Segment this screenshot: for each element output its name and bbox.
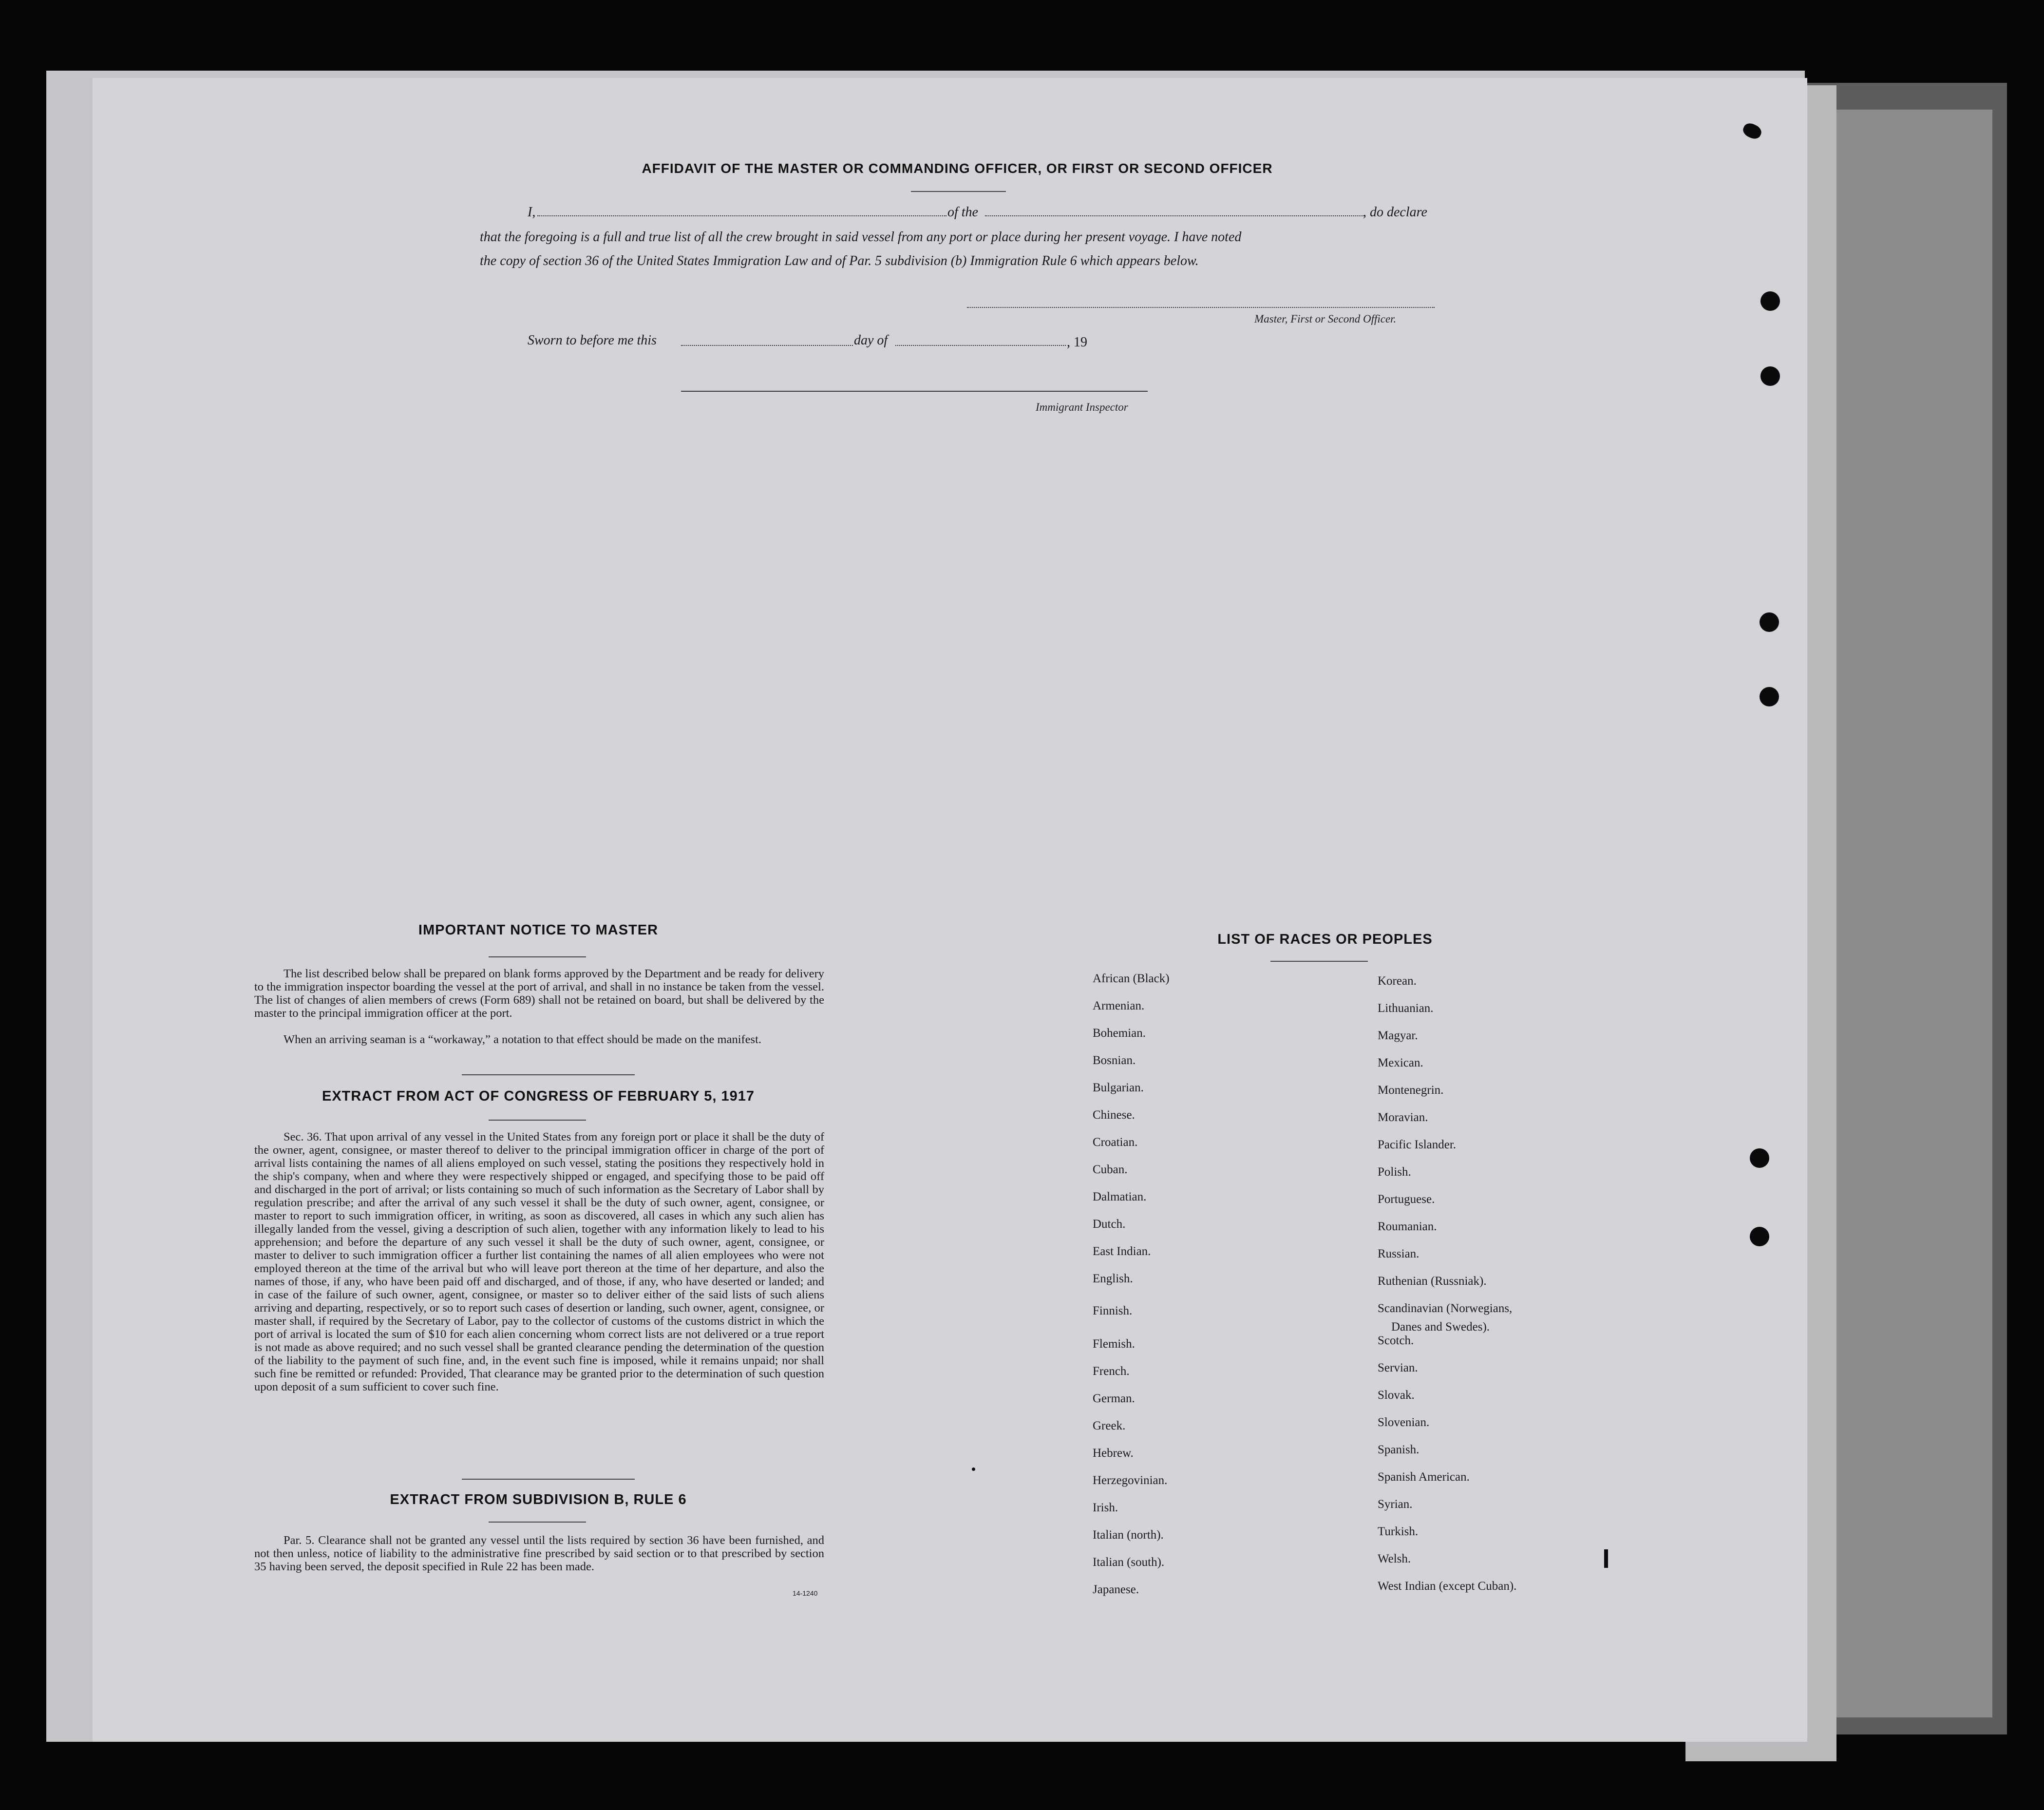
- extract-rule-paragraph: [254, 1534, 824, 1573]
- punch-hole: [1760, 366, 1780, 386]
- race-item: Cuban.: [1093, 1163, 1128, 1176]
- extract-rule-title: EXTRACT FROM SUBDIVISION B, RULE 6: [390, 1492, 687, 1507]
- race-item: Danes and Swedes).: [1391, 1320, 1490, 1334]
- affidavit-title: AFFIDAVIT OF THE MASTER OR COMMANDING OFFICER, OR FIRST OR SECOND OFFICER: [642, 161, 1273, 176]
- race-item: Lithuanian.: [1378, 1002, 1434, 1015]
- notice-title: IMPORTANT NOTICE TO MASTER: [418, 922, 659, 938]
- race-item: East Indian.: [1093, 1245, 1151, 1258]
- punch-hole: [1760, 612, 1779, 632]
- race-item: Scotch.: [1378, 1334, 1414, 1347]
- affidavit-line1-suffix: , do declare: [1363, 205, 1427, 220]
- race-item: Scandinavian (Norwegians,: [1378, 1302, 1513, 1315]
- extract-act-title: EXTRACT FROM ACT OF CONGRESS OF FEBRUARY 5, 1917: [322, 1088, 755, 1104]
- race-item: Japanese.: [1093, 1583, 1139, 1596]
- paper-tear-mark: [1604, 1549, 1608, 1568]
- extract-rule-text: Par. 5. Clearance shall not be granted any vessel until the lists required by section 36 have been furnished, and not then unless, notice of liability to the administrative fine prescribed by said section or to that prescribed by section 35 having been served, the deposit specified in Rule 22 has been made.: [254, 1534, 824, 1573]
- race-item: Mexican.: [1378, 1056, 1423, 1069]
- race-item: Polish.: [1378, 1165, 1411, 1179]
- notice-text-2: When an arriving seaman is a “workaway,” a notation to that effect should be made on the manifest.: [284, 1033, 762, 1046]
- race-item: English.: [1093, 1272, 1133, 1285]
- race-item: Bulgarian.: [1093, 1081, 1144, 1094]
- race-item: Flemish.: [1093, 1337, 1135, 1351]
- race-item: Finnish.: [1093, 1304, 1133, 1317]
- section-rule: [462, 1074, 635, 1075]
- race-item: Greek.: [1093, 1419, 1126, 1432]
- extract-act-rule: [489, 1120, 586, 1121]
- race-item: Montenegrin.: [1378, 1084, 1444, 1097]
- race-item: Italian (south).: [1093, 1556, 1165, 1569]
- sworn-prefix: Sworn to before me this: [528, 333, 657, 348]
- race-item: West Indian (except Cuban).: [1378, 1580, 1517, 1593]
- sworn-day-line: [681, 345, 853, 346]
- race-item: Moravian.: [1378, 1111, 1428, 1124]
- extract-rule-rule: [489, 1522, 586, 1523]
- name-blank-line: [537, 215, 946, 216]
- race-item: Italian (north).: [1093, 1528, 1164, 1542]
- section-rule: [462, 1479, 635, 1480]
- race-item: Turkish.: [1378, 1525, 1419, 1538]
- notice-paragraph-1: [254, 967, 824, 1020]
- races-title: LIST OF RACES OR PEOPLES: [1217, 932, 1433, 947]
- officer-signature-line: [967, 307, 1435, 308]
- race-item: Roumanian.: [1378, 1220, 1437, 1233]
- race-item: Slovak.: [1378, 1389, 1415, 1402]
- race-item: Armenian.: [1093, 999, 1145, 1012]
- race-item: Korean.: [1378, 974, 1417, 988]
- punch-hole: [1750, 1227, 1769, 1246]
- race-item: Slovenian.: [1378, 1416, 1430, 1429]
- notice-text-1: The list described below shall be prepared on blank forms approved by the Department and be ready for delivery to the immigration inspector boarding the vessel at the port of arrival, and shall in no instance be taken from the vessel. The list of changes of alien members of crews (Form 689) shall not be retained on board, but shall be delivered by the master to the principal immigration officer at the port.: [254, 967, 824, 1020]
- race-item: Spanish American.: [1378, 1470, 1470, 1484]
- race-item: Pacific Islander.: [1378, 1138, 1457, 1151]
- extract-act-text: Sec. 36. That upon arrival of any vessel in the United States from any foreign port or place it shall be the duty of the owner, agent, consignee, or master thereof to deliver to the principal immigration officer in charge of the port of arrival lists containing the names of all aliens employed on such vessel, stating the positions they respectively hold in the ship's company, when and where they were respectively shipped or engaged, and specifying those to be paid off and discharged in the port of arrival; or lists containing so much of such information as the Secretary of Labor shall by regulation prescribe; and after the arrival of any such vessel it shall be the duty of such owner, agent, consignee, or master to report to such immigration officer, in writing, as soon as discovered, all cases in which any such alien has illegally landed from the vessel, giving a description of such alien, together with any information likely to lead to his apprehension; and before the departure of any such vessel it shall be the duty of such owner, agent, consignee, or master to deliver to such immigration officer a further list containing the names of all alien employees who were not employed thereon at the time of the arrival but who will leave port thereon at the time of her departure, and also the names of those, if any, who have been paid off and discharged, and of those, if any, who have deserted or landed; and in case of the failure of such owner, agent, consignee, or master so to deliver either of the said lists of such aliens arriving and departing, respectively, or so to report such cases of desertion or landing, such owner, agent, consignee, or master shall, if required by the Secretary of Labor, pay to the collector of customs of the customs district in which the port of arrival is located the sum of $10 for each alien concerning whom correct lists are not delivered or a true report is not made as above required; and no such vessel shall be granted clearance pending the determination of the question of the liability to the payment of such fine, and, in the event such fine is imposed, while it remains unpaid; nor shall such fine be remitted or refunded: Provided, That clearance may be granted prior to the determination of such question upon deposit of a sum sufficient to cover such fine.: [254, 1130, 824, 1393]
- race-item: Russian.: [1378, 1247, 1419, 1260]
- vessel-blank-line: [985, 215, 1365, 216]
- races-rule: [1270, 961, 1368, 962]
- notice-rule: [489, 956, 586, 957]
- race-item: Chinese.: [1093, 1108, 1135, 1122]
- race-item: Hebrew.: [1093, 1447, 1134, 1460]
- race-item: Spanish.: [1378, 1443, 1419, 1456]
- form-number: 14-1240: [793, 1589, 818, 1597]
- title-rule: [911, 191, 1006, 192]
- officer-signature-label: Master, First or Second Officer.: [1254, 313, 1397, 325]
- race-item: Syrian.: [1378, 1498, 1413, 1511]
- inspector-signature-label: Immigrant Inspector: [1036, 401, 1128, 413]
- race-item: African (Black): [1093, 972, 1170, 985]
- race-item: Ruthenian (Russniak).: [1378, 1275, 1487, 1288]
- race-item: Magyar.: [1378, 1029, 1418, 1042]
- punch-hole: [1760, 291, 1780, 311]
- sworn-year: , 19: [1067, 335, 1087, 350]
- race-item: Dalmatian.: [1093, 1190, 1147, 1203]
- inspector-signature-line: [681, 391, 1148, 392]
- punch-hole: [1750, 1148, 1769, 1168]
- ink-speck: [972, 1467, 975, 1471]
- race-item: Bosnian.: [1093, 1054, 1136, 1067]
- affidavit-line2: that the foregoing is a full and true list of all the crew brought in said vessel from any port or place during her present voyage. I have noted: [480, 229, 1242, 245]
- affidavit-line1-prefix: I,: [528, 205, 536, 220]
- affidavit-line3: the copy of section 36 of the United States Immigration Law and of Par. 5 subdivision (b) Immigration Rule 6 which appears below.: [480, 253, 1199, 268]
- race-item: Irish.: [1093, 1501, 1118, 1514]
- notice-paragraph-2: [254, 1033, 824, 1046]
- extract-act-paragraph: [254, 1130, 824, 1393]
- race-item: French.: [1093, 1365, 1130, 1378]
- race-item: Servian.: [1378, 1361, 1418, 1374]
- sworn-month-line: [895, 345, 1066, 346]
- race-item: Dutch.: [1093, 1218, 1126, 1231]
- race-item: Bohemian.: [1093, 1027, 1146, 1040]
- race-item: Herzegovinian.: [1093, 1474, 1168, 1487]
- race-item: Welsh.: [1378, 1552, 1411, 1565]
- race-item: German.: [1093, 1392, 1135, 1405]
- race-item: Croatian.: [1093, 1136, 1138, 1149]
- punch-hole: [1760, 687, 1779, 706]
- sworn-mid: day of: [854, 333, 888, 348]
- race-item: Portuguese.: [1378, 1193, 1435, 1206]
- affidavit-line1-mid: of the: [947, 205, 978, 220]
